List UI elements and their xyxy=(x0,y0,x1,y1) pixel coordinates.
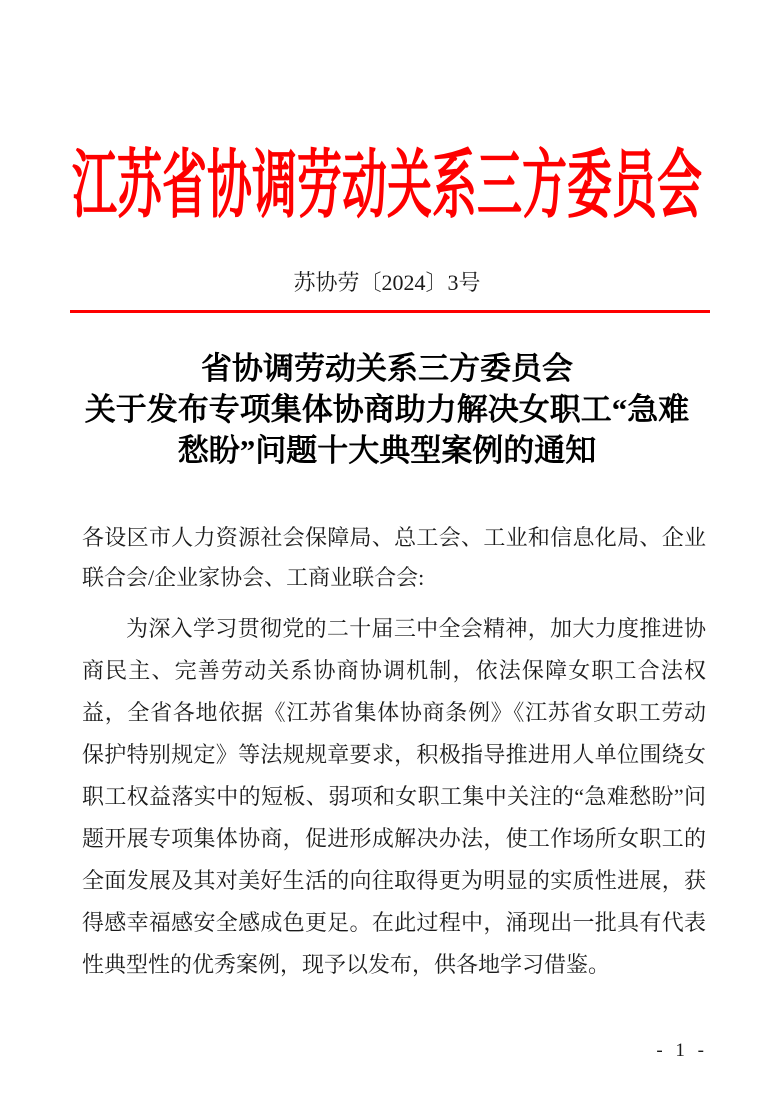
letterhead-banner xyxy=(0,128,774,228)
notice-title-line-2: 关于发布专项集体协商助力解决女职工“急难 xyxy=(84,392,690,427)
recipients-line: 各设区市人力资源社会保障局、总工会、工业和信息化局、企业联合会/企业家协会、工商业联合会: xyxy=(82,525,706,590)
letterhead-title: 江苏省协调劳动关系三方委员会 xyxy=(71,144,702,227)
notice-title-line-1: 省协调劳动关系三方委员会 xyxy=(201,351,573,386)
document-reference-number: 苏协劳〔2024〕3号 xyxy=(293,270,481,295)
page-number: - 1 - xyxy=(656,1040,708,1061)
body-paragraph: 为深入学习贯彻党的二十届三中全会精神，加大力度推进协商民主、完善劳动关系协商协调机制，依法保障女职工合法权益，全省各地依据《江苏省集体协商条例》《江苏省女职工劳动保护特别规定》等法规规章要求，积极指导推进用人单位围绕女职工权益落实中的短板、弱项和女职工集中关注的“急难愁盼”问题开展专项集体协商，促进形成解决办法，使工作场所女职工的全面发展及其对美好生活的向往取得更为明显的实质性进展，获得感幸福感安全感成色更足。在此过程中，涌现出一批具有代表性典型性的优秀案例，现予以发布，供各地学习借鉴。 xyxy=(82,616,706,977)
red-separator-rule xyxy=(70,310,710,313)
notice-title-line-3: 愁盼”问题十大典型案例的通知 xyxy=(177,433,597,468)
notice-title xyxy=(40,348,734,471)
